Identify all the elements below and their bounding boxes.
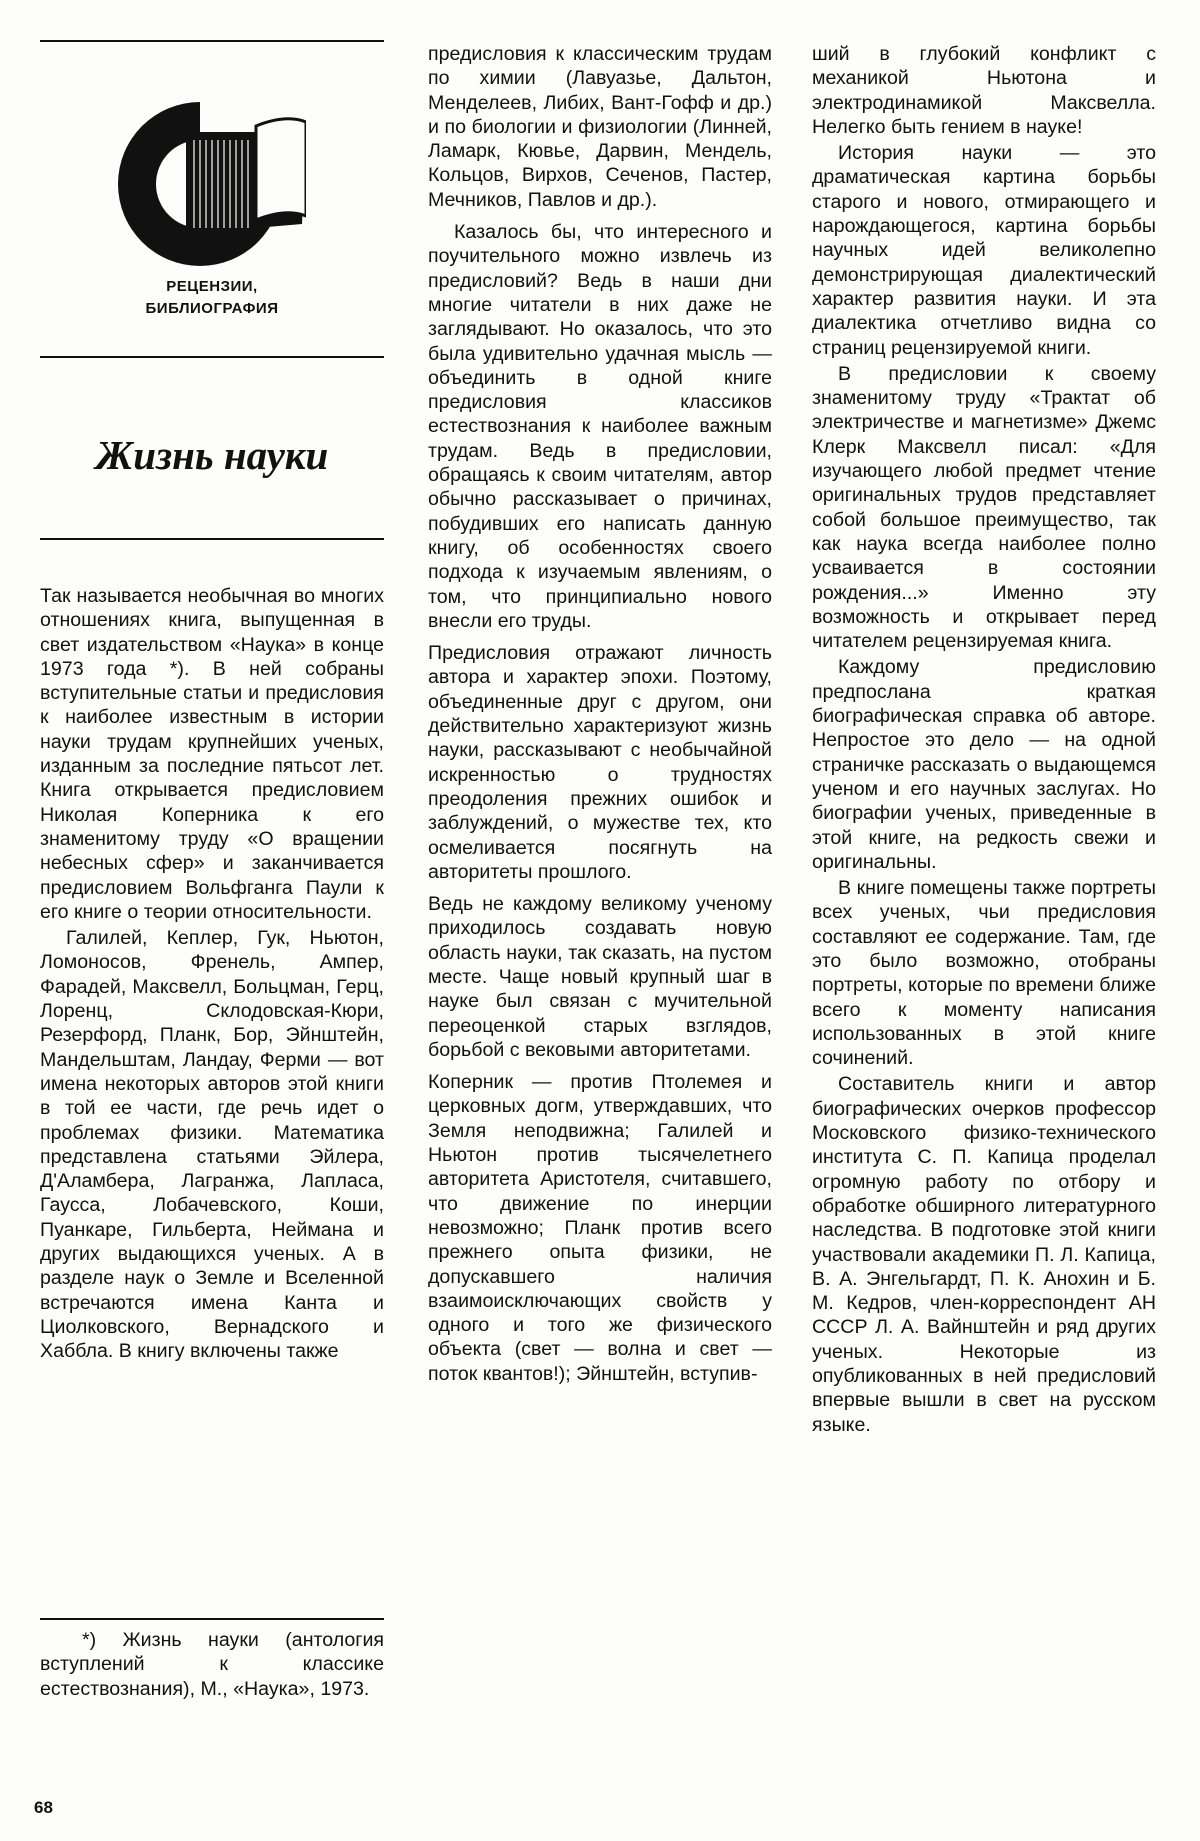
paragraph: Казалось бы, что интересного и поучительного можно извлечь из предисловий? Ведь в наши дни многие читатели в них даже не заглядывают. Но оказалось, что это была удивительно удачная мысль — объединить в одной книге предисловия классиков естествознания к наиболее важным трудам. Ведь в предисловии, обращаясь к своим читателям, автор обычно рассказывает о причинах, побудивших его написать данную книгу, об особенностях своего подхода к изучаемым явлениям, о том, что принципиально нового внесли его труды. [428, 221, 772, 632]
title-bottom-rule [40, 538, 384, 540]
column-1 [40, 584, 384, 1366]
header-bottom-rule [40, 356, 384, 358]
column-2 [428, 42, 772, 1388]
section-label [40, 276, 384, 320]
footnote-text: *) Жизнь науки (антология вступлений к классике естествознания), М., «Наука», 1973. [40, 1629, 384, 1700]
header-top-rule [40, 40, 384, 42]
page-number: 68 [34, 1798, 53, 1817]
paragraph: Каждому предисловию предпослана краткая биографическая справка об авторе. Непростое это дело — на одной страничке рассказать о выдающемся ученом и его научных заслугах. Но биографии ученых, приведенные в этой книге, на редкость свежи и оригинальны. [812, 656, 1156, 873]
column-3 [812, 42, 1156, 1439]
paragraph: В книге помещены также портреты всех ученых, чьи предисловия составляют ее содержание. Там, где это было возможно, отобраны портреты, которые по времени ближе всего к моменту написания использованных в этой книге сочинений. [812, 877, 1156, 1070]
paragraph: Составитель книги и автор биографических очерков профессор Московского физико-технического института С. П. Капица проделал огромную работу по отбору и обработке обширного литературного наследства. В подготовке этой книги участвовали академики П. Л. Капица, В. А. Энгельгардт, П. К. Анохин и Б. М. Кедров, член-корреспондент АН СССР Л. А. Вайнштейн и ряд других ученых. Некоторые из опубликованных в ней предисловий впервые вышли в свет на русском языке. [812, 1073, 1156, 1436]
paragraph: Ведь не каждому великому ученому приходилось создавать новую область науки, так сказать, на пустом месте. Чаще новый крупный шаг в науке был связан с мучительной переоценкой старых взглядов, борьбой с вековыми авторитетами. [428, 893, 772, 1061]
footnote-rule [40, 1618, 384, 1620]
paragraph: Предисловия отражают личность автора и характер эпохи. Поэтому, объединенные друг с другом, они действительно характеризуют жизнь науки, рассказывают с необычайной искренностью о трудностях преодоления прежних ошибок и заблуждений, о мужестве тех, кто осмеливается посягнуть на авторитеты прошлого. [428, 642, 772, 883]
section-logo-icon [116, 92, 306, 270]
footnote [40, 1628, 384, 1701]
paragraph: В предисловии к своему знаменитому труду «Трактат об электричестве и магнетизме» Джемс Клерк Максвелл писал: «Для изучающего любой предмет чтение оригинальных трудов представляет собой большое преимущество, так как наука всегда наиболее полно усваивается в состоянии рождения...» Именно эту возможность и открывает перед читателем рецензируемая книга. [812, 362, 1156, 653]
section-label-line2: БИБЛИОГРАФИЯ [145, 300, 279, 317]
paragraph: ший в глубокий конфликт с механикой Ньютона и электродинамикой Максвелла. Нелегко быть гением в науке! [812, 43, 1156, 138]
paragraph: Галилей, Кеплер, Гук, Ньютон, Ломоносов, Френель, Ампер, Фарадей, Максвелл, Больцман, Герц, Лоренц, Склодовская-Кюри, Резерфорд, Планк, Бор, Эйнштейн, Мандельштам, Ландау, Ферми — вот имена некоторых авторов этой книги в той ее части, где речь идет о проблемах физики. Математика представлена статьями Эйлера, Д'Аламбера, Лагранжа, Лапласа, Гаусса, Лобачевского, Коши, Пуанкаре, Гильберта, Неймана и других выдающихся ученых. А в разделе наук о Земле и Вселенной встречаются имена Канта и Циолковского, Вернадского и Хаббла. В книгу включены также [40, 927, 384, 1363]
paragraph: Так называется необычная во многих отношениях книга, выпущенная в свет издательством «Наука» в конце 1973 года *). В ней собраны вступительные статьи и предисловия к наиболее известным в истории науки трудам крупнейших ученых, изданным за последние пятьсот лет. Книга открывается предисловием Николая Коперника к его знаменитому труду «О вращении небесных сфер» и заканчивается предисловием Вольфганга Паули к его книге о теории относительности. [40, 585, 384, 923]
paragraph: предисловия к классическим трудам по химии (Лавуазье, Дальтон, Менделеев, Либих, Вант-Гофф и др.) и по биологии и физиологии (Линней, Ламарк, Кювье, Дарвин, Мендель, Кольцов, Вирхов, Сеченов, Пастер, Мечников, Павлов и др.). [428, 43, 772, 211]
section-label-line1: РЕЦЕНЗИИ, [166, 278, 258, 295]
paragraph: История науки — это драматическая картина борьбы старого и нового, отмирающего и нарождающегося, картина борьбы научных идей великолепно демонстрирующая диалектический характер развития науки. И эта диалектика отчетливо видна со страниц рецензируемой книги. [812, 142, 1156, 359]
paragraph: Коперник — против Птолемея и церковных догм, утверждавших, что Земля неподвижна; Галилей и Ньютон против тысячелетнего авторитета Аристотеля, считавшего, что движение по инерции невозможно; Планк против всего прежнего опыта физики, не допускавшего наличия взаимоисключающих свойств у одного и того же физического объекта (свет — волна и свет — поток квантов!); Эйнштейн, вступив- [428, 1071, 772, 1385]
article-title: Жизнь науки [95, 432, 329, 478]
